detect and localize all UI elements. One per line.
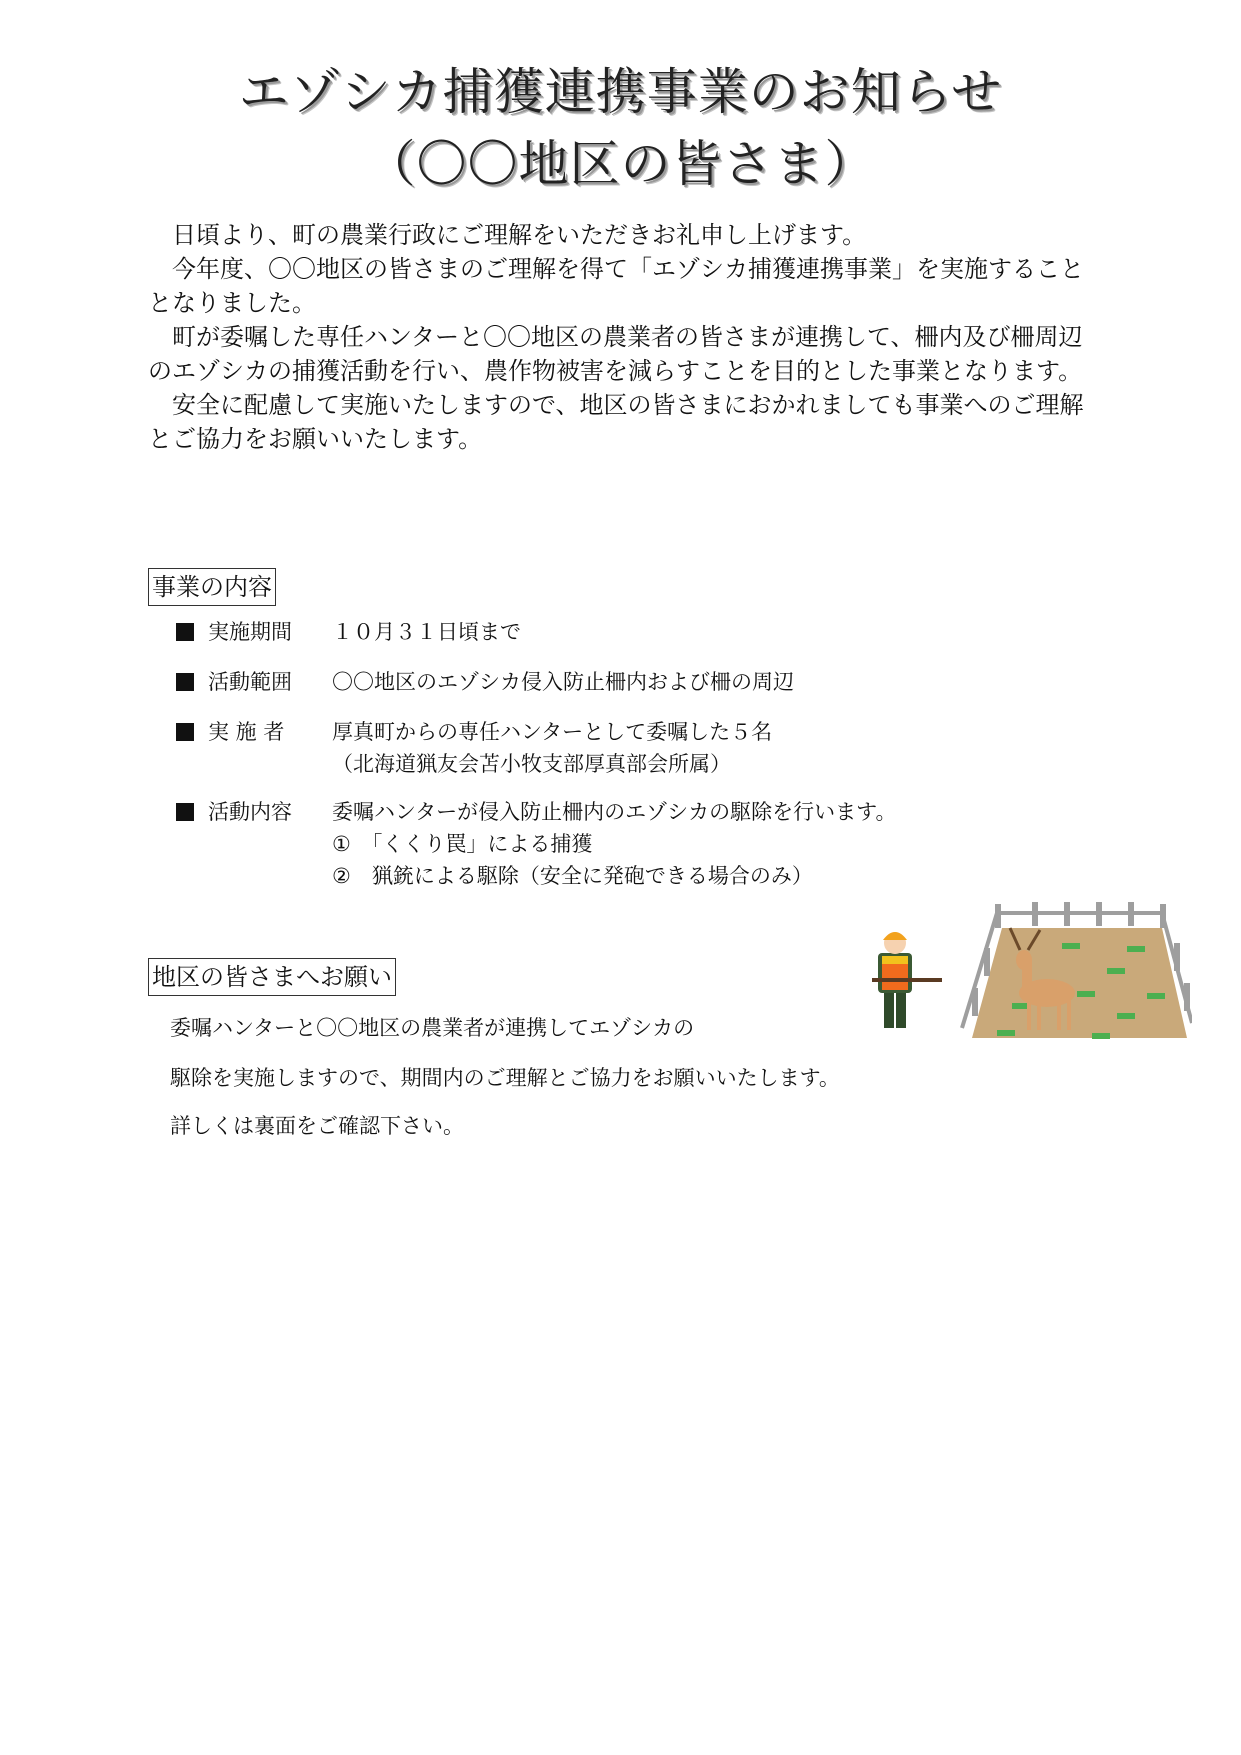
detail-label: 活動範囲	[208, 670, 292, 694]
detail-subline: ② 猟銃による駆除（安全に発砲できる場合のみ）	[332, 864, 813, 888]
intro-paragraph: 今年度、〇〇地区の皆さまのご理解を得て「エゾシカ捕獲連携事業」を実施することとなりました。	[148, 255, 1084, 317]
detail-label: 活動内容	[208, 800, 292, 824]
detail-value: 委嘱ハンターが侵入防止柵内のエゾシカの駆除を行います。	[332, 800, 897, 824]
section-heading-content: 事業の内容	[148, 568, 276, 606]
detail-label: 実 施 者	[208, 720, 285, 744]
detail-item-period	[176, 616, 521, 648]
intro-paragraph: 日頃より、町の農業行政にご理解をいただきお礼申し上げます。	[172, 221, 867, 249]
page-title: エゾシカ捕獲連携事業のお知らせ	[238, 63, 1003, 121]
square-bullet-icon	[176, 723, 194, 741]
fenced-field-icon	[962, 902, 1192, 1039]
request-line: 駆除を実施しますので、期間内のご理解とご協力をお願いいたします。	[170, 1066, 840, 1090]
detail-subline: ① 「くくり罠」による捕獲	[332, 832, 593, 856]
intro-paragraph: 安全に配慮して実施いたしますので、地区の皆さまにおかれましても事業へのご理解とご協力をお願いいたします。	[148, 391, 1084, 453]
detail-value: 〇〇地区のエゾシカ侵入防止柵内および柵の周辺	[332, 670, 794, 694]
detail-value: 厚真町からの専任ハンターとして委嘱した５名	[332, 720, 773, 744]
request-line: 詳しくは裏面をご確認下さい。	[170, 1114, 464, 1138]
intro-paragraph: 町が委嘱した専任ハンターと〇〇地区の農業者の皆さまが連携して、柵内及び柵周辺のエゾシカの捕獲活動を行い、農作物被害を減らすことを目的とした事業となります。	[148, 323, 1083, 385]
square-bullet-icon	[176, 803, 194, 821]
request-line: 委嘱ハンターと〇〇地区の農業者が連携してエゾシカの	[170, 1016, 695, 1040]
page-subtitle: （〇〇地区の皆さま）	[365, 135, 876, 193]
detail-item-area	[176, 666, 794, 698]
detail-value: １０月３１日頃まで	[332, 620, 521, 644]
detail-subline: （北海道猟友会苫小牧支部厚真部会所属）	[332, 752, 731, 776]
detail-item-implementer	[176, 716, 772, 780]
detail-label: 実施期間	[208, 620, 292, 644]
square-bullet-icon	[176, 673, 194, 691]
hunter-deer-illustration	[862, 888, 1192, 1048]
intro-text	[148, 218, 1098, 456]
hunter-icon	[872, 932, 942, 1028]
square-bullet-icon	[176, 623, 194, 641]
section-heading-request: 地区の皆さまへお願い	[148, 958, 396, 996]
detail-item-activity	[176, 796, 896, 892]
